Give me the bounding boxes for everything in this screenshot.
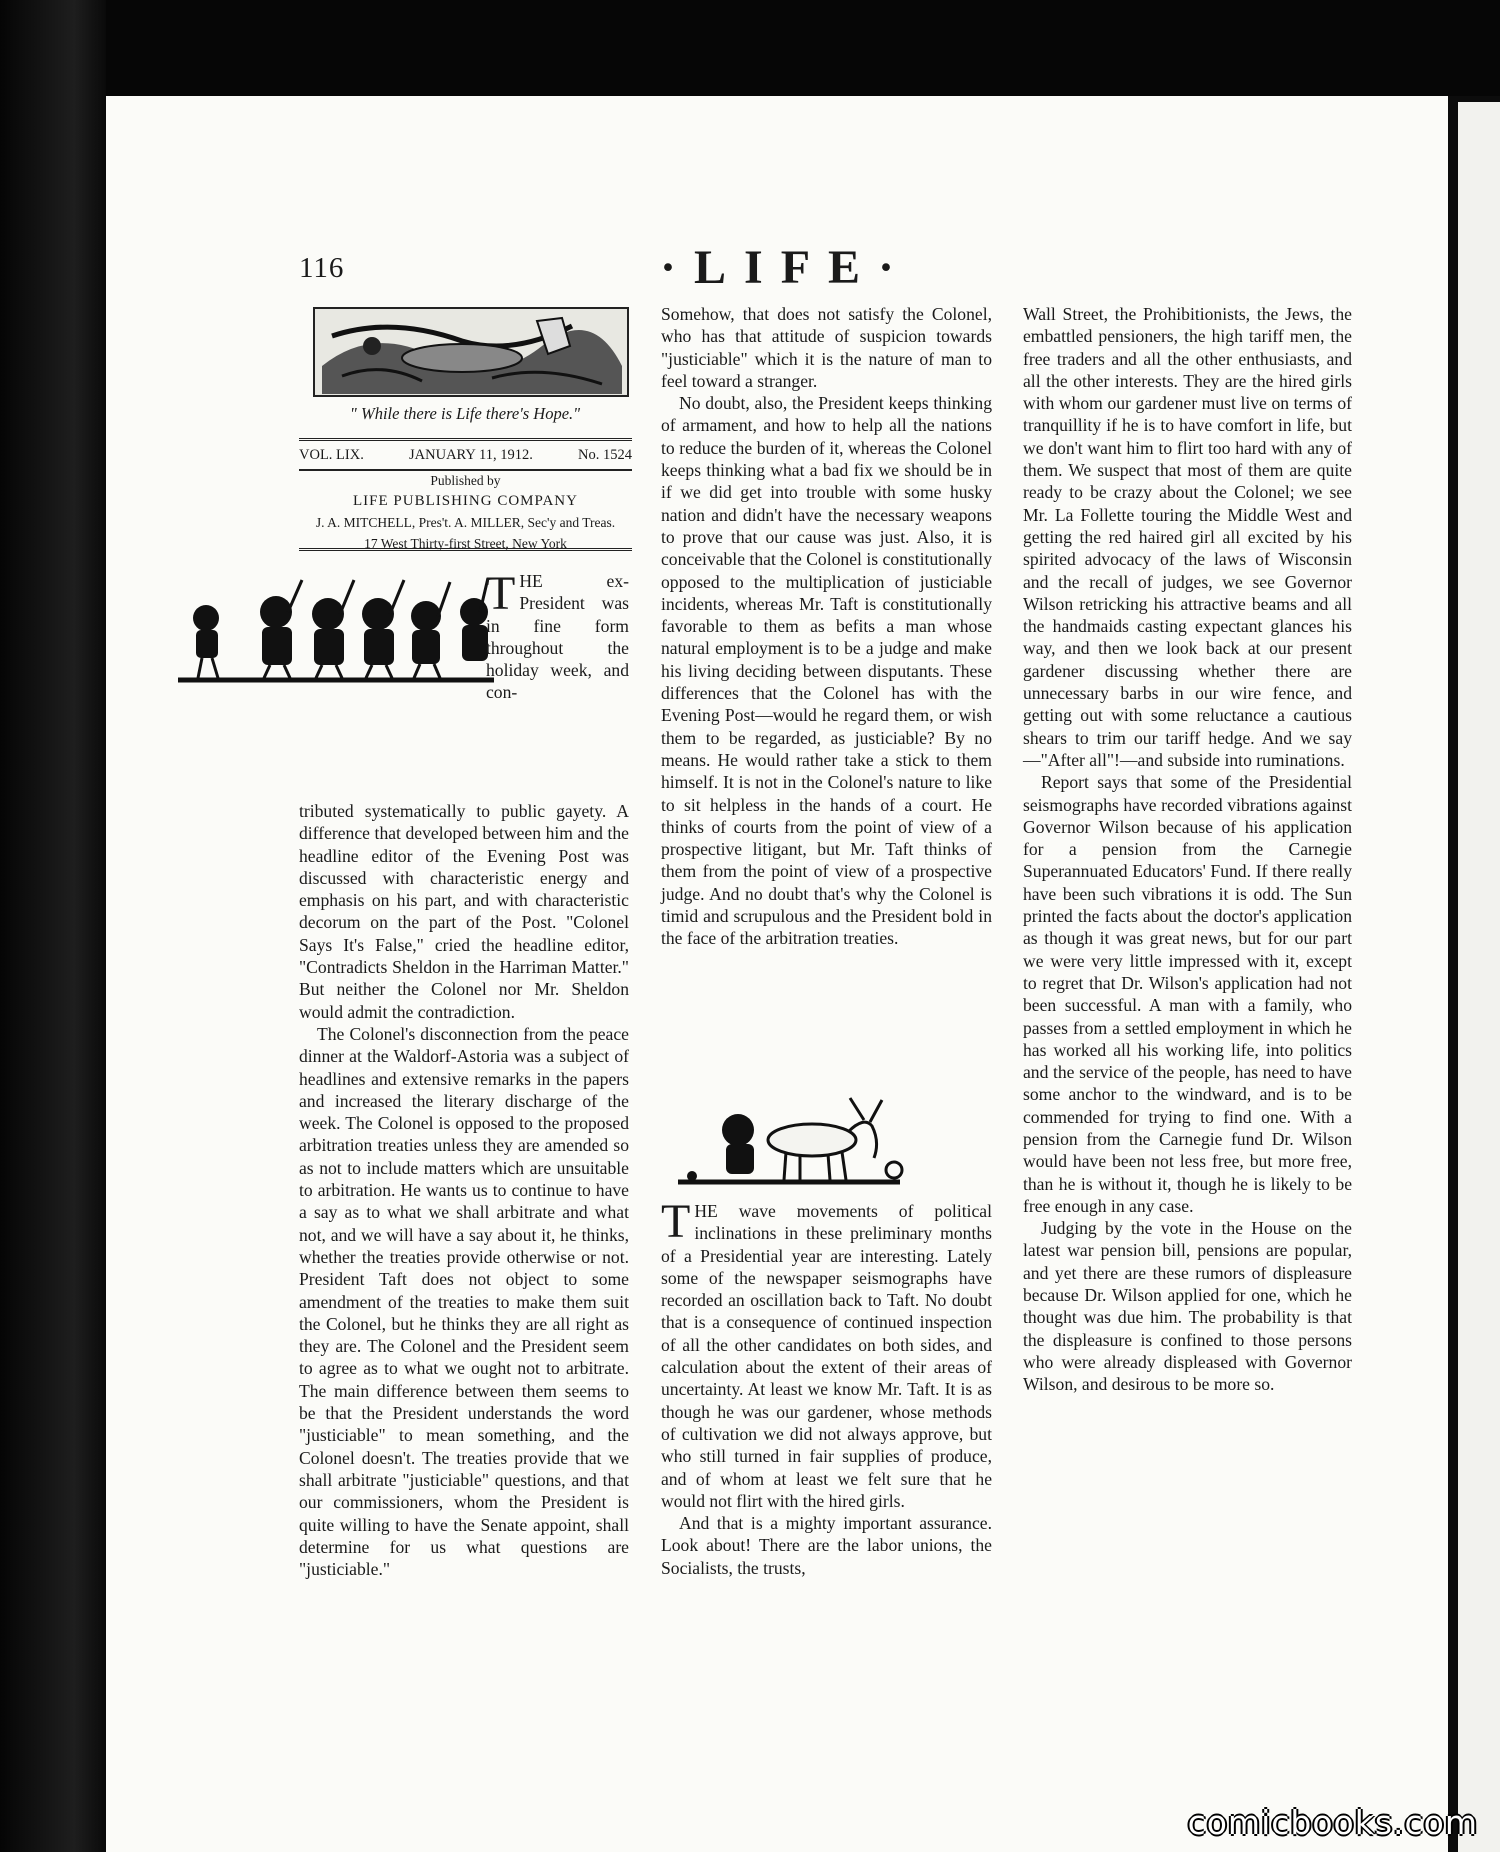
- col3-paragraph-3: Judging by the vote in the House on the latest war pension bill, pensions are popular, and yet there are these rumors of displeasure because Dr. Wilson applied for one, which he thought was due him. The probability is that the displeasure is confined to those persons who were already displeased with Governor Wilson, and desirous to be more so.: [1023, 1218, 1352, 1395]
- masthead-title: ·LIFE·: [660, 241, 913, 294]
- publisher-company: LIFE PUBLISHING COMPANY: [353, 493, 578, 509]
- col2-paragraph-3: HE wave movements of political inclinations in these preliminary months of a Presidential year are interesting. Lately some of the newspaper seismographs have recorded an oscillation back to Taft. No doubt that is a consequence of continued inspection of all the other candidates on both sides, and calculation about the extent of their areas of uncertainty. At least we know Mr. Taft. It is as though he was our gardener, whose methods of cultivation we did not always approve, but who still turned in fair supplies of produce, and of whom at least we felt sure that he would not flirt with the hired girls.: [661, 1201, 992, 1511]
- article-column-3: [1023, 303, 1352, 1396]
- col1-paragraph-2: The Colonel's disconnection from the peace dinner at the Waldorf-Astoria was a subject of headlines and extensive remarks in the papers and increased the literary discharge of the week. The Colonel is opposed to the proposed arbitration treaties unless they are amended so as not to include matters which are unsuitable to arbitration. He wants us to continue to have a say as to what we shall arbitrate and what not, and we will have a say about it, he thinks, whether the treaties provide otherwise or not. President Taft does not object to some amendment of the treaties to make them suit the Colonel, but he thinks they are all right as they are. The Colonel and the President seem to agree as to what we ought not to arbitrate. The main difference between them seems to be that the President understands the word "justiciable" to mean something, and the Colonel doesn't. The treaties provide that we shall arbitrate "justiciable" questions, and that our commissioners, whom the President is quite willing to have the Senate appoint, shall determine for us what questions are "justiciable.": [299, 1023, 629, 1580]
- col3-paragraph-1: Wall Street, the Prohibitionists, the Jews, the embattled pensioners, the high tariff men, the free traders and all the other enthusiasts, and all the other interests. They are the hired girls with whom our gardener must live on terms of tranquillity if he is to have comfort in life, but we don't want him to flirt too hard with any of them. We suspect that most of them are quite ready to be crazy about the Colonel; we see Mr. La Follette touring the Middle West and getting the red haired girl all excited by his spirited advocacy of the laws of Wisconsin and the recall of judges, we see Governor Wilson retricking his attractive beams and all the handmaids casting expectant glances his way, and then we look back at our present gardener discussing whether there are unnecessary barbs in our wire fence, and getting out with some reluctance a cautious shears to trim our tariff hedge. And we say—"After all"!—and subside into ruminations.: [1023, 304, 1352, 770]
- col1-intro: [486, 567, 629, 704]
- article-column-2-continued: [661, 1195, 992, 1579]
- col2-paragraph-2: No doubt, also, the President keeps thinking of armament, and how to help all the nations to reduce the burden of it, whereas the Colonel keeps thinking what a bad fix we should be in if we did get into trouble with some husky nation and didn't have the necessary weapons to prove that our cause was just. Also, it is conceivable that the Colonel is constitutionally opposed to the multiplication of justiciable incidents, whereas Mr. Taft is constitutionally favorable to them as befits a man whose natural employment is to be a judge and make his living deciding between disputants. These differences that the Colonel has with the Evening Post—would he regard them, or wish them to be regarded, as justiciable? By no means. He would rather take a stick to them himself. It is not in the Colonel's nature to like to sit helpless in the hands of a court. He thinks of courts from the point of view of a prospective litigant, but Mr. Taft thinks of them from the point of view of a prospective judge. And no doubt that's why the Colonel is timid and scrupulous and the President bold in the face of the arbitration treaties.: [661, 393, 992, 949]
- scan-border-top: [106, 0, 1500, 96]
- publisher-block: [299, 470, 632, 554]
- next-page-edge: [1458, 102, 1500, 1852]
- issue-number: No. 1524: [578, 447, 632, 463]
- drop-cap-2: T: [661, 1195, 691, 1248]
- article-column-1: [299, 800, 629, 1580]
- page-number: 116: [299, 252, 345, 284]
- donkey-illustration: [668, 1096, 918, 1192]
- col1-intro-text: HE ex-President was in fine form throughout the holiday week, and con-: [486, 571, 629, 703]
- publisher-address: 17 West Thirty-first Street, New York: [364, 536, 567, 551]
- site-watermark: comicbooks.com: [1187, 1803, 1478, 1842]
- published-by: Published by: [430, 473, 501, 488]
- marching-figures-illustration: [178, 572, 494, 690]
- header-rule: [299, 548, 632, 551]
- volume: VOL. LIX.: [299, 447, 364, 463]
- article-column-2: [661, 303, 992, 950]
- scan-border-left: [0, 0, 106, 1852]
- issue-date: JANUARY 11, 1912.: [409, 447, 533, 463]
- publisher-officers: J. A. MITCHELL, Pres't. A. MILLER, Sec'y and Treas.: [315, 515, 616, 530]
- drop-cap-1: T: [486, 567, 516, 620]
- col1-paragraph-1: tributed systematically to public gayety. A difference that developed between him and the headline editor of the Evening Post was discussed with characteristic energy and emphasis on his part, and with characteristic decorum on the part of the Post. "Colonel Says It's False," cried the headline editor, "Contradicts Sheldon in the Harriman Matter." But neither the Colonel nor Mr. Sheldon would admit the contradiction.: [299, 801, 629, 1022]
- motto: " While there is Life there's Hope.": [349, 404, 581, 423]
- col3-paragraph-2: Report says that some of the Presidential seismographs have recorded vibrations against Governor Wilson because of his application for a pension from the Carnegie Superannuated Educators' Fund. If there really have been such vibrations it is odd. The Sun printed the facts about the doctor's application as though it was great news, but for our part we were very little impressed with it, except to regret that Dr. Wilson's application had not been successful. A man with a family, who passes from a settled employment in which he has worked all his working life, into politics and the service of the people, has need to have some anchor to the windward, and is to be commended for trying to find one. With a pension from the Carnegie fund Dr. Wilson would have been not less free, but more free, than he is without it, though he is likely to be free enough in any case.: [1023, 772, 1352, 1216]
- col2-paragraph-1: Somehow, that does not satisfy the Colonel, who has that attitude of suspicion towards "justiciable" which it is the nature of man to feel toward a stranger.: [661, 304, 992, 391]
- imprint-line: [299, 438, 632, 471]
- col2-paragraph-4: And that is a mighty important assurance. Look about! There are the labor unions, the Socialists, the trusts,: [661, 1513, 992, 1578]
- header-vignette-illustration: [312, 306, 630, 398]
